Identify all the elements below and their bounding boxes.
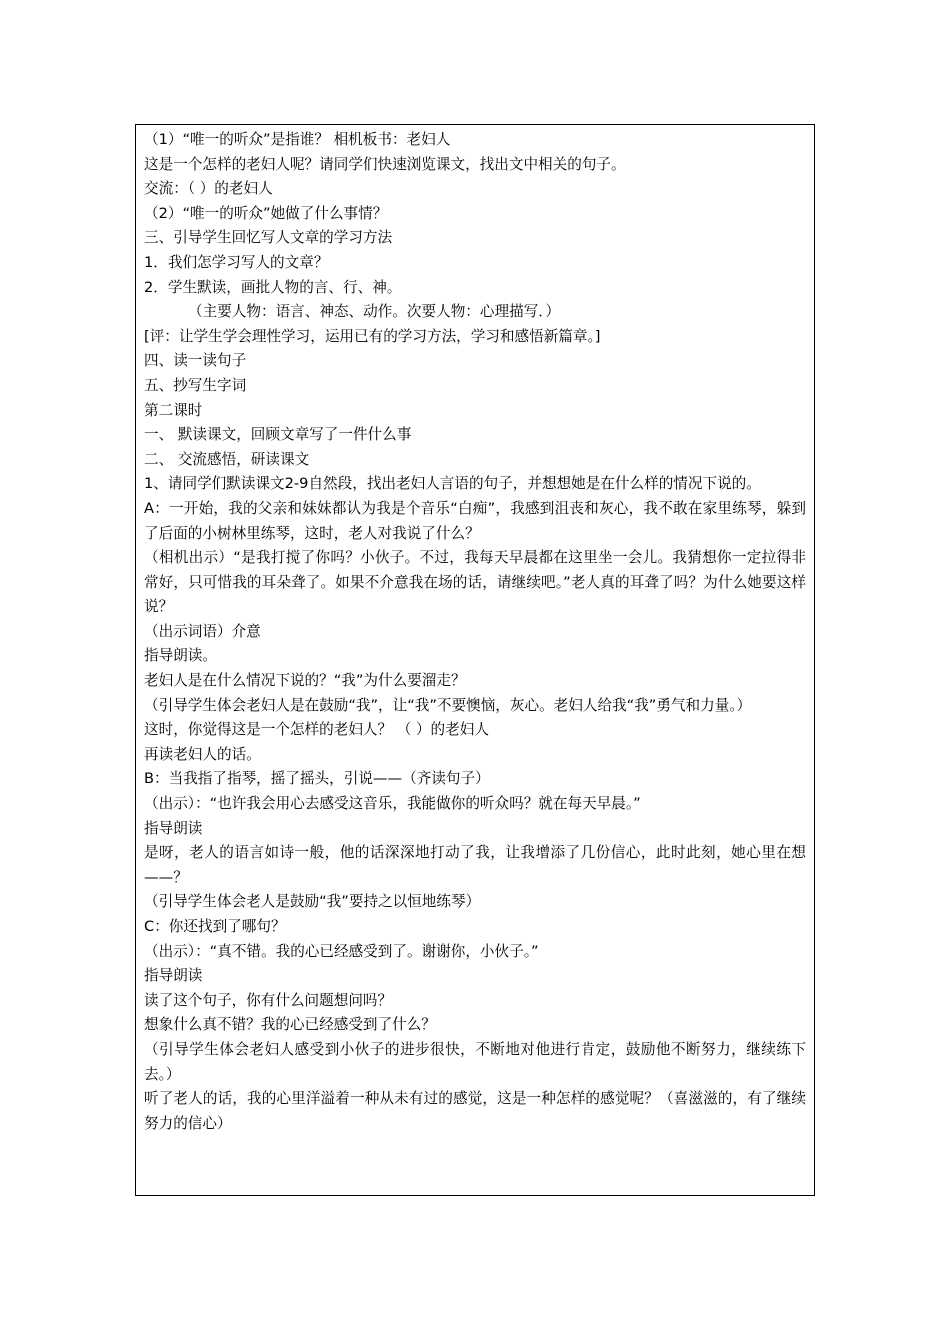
text-line: 这是一个怎样的老妇人呢？请同学们快速浏览课文，找出文中相关的句子。 <box>144 155 626 173</box>
paragraph: 听了老人的话，我的心里洋溢着一种从未有过的感觉，这是一种怎样的感觉呢？（喜滋滋的，有了继续努力的信心） <box>144 1090 806 1132</box>
paragraph: （相机出示）“是我打搅了你吗？小伙子。不过，我每天早晨都在这里坐一会儿。我猜想你一定拉得非常好，只可惜我的耳朵聋了。如果不介意我在场的话，请继续吧。”老人真的耳聋了吗？为什么她要这样说？ <box>144 549 806 616</box>
text-line: （主要人物：语言、神态、动作。次要人物：心理描写．） <box>188 303 561 321</box>
section-heading: 二、 交流感悟，研读课文 <box>144 450 310 468</box>
text-line: 2．学生默读，画批人物的言、行、神。 <box>144 278 402 296</box>
text-line: 老妇人是在什么情况下说的？“我”为什么要溜走？ <box>144 672 466 690</box>
paragraph: 1、请同学们默读课文2-9自然段，找出老妇人言语的句子，并想想她是在什么样的情况下说的。 <box>144 475 761 493</box>
text-line: B：当我指了指琴，摇了摇头，引说——（齐读句子） <box>144 770 490 788</box>
text-line: 指导朗读 <box>144 967 203 985</box>
section-heading: 三、引导学生回忆写人文章的学习方法 <box>144 229 393 247</box>
text-line: （引导学生体会老人是鼓励“我”要持之以恒地练琴） <box>144 893 481 911</box>
paragraph: 是呀，老人的语言如诗一般，他的话深深地打动了我，让我增添了几份信心，此时此刻，她心里在想——？ <box>144 844 806 886</box>
text-line: （2）“唯一的听众”她做了什么事情？ <box>144 204 388 222</box>
text-line: C：你还找到了哪句？ <box>144 918 286 935</box>
text-line: 交流：（ ）的老妇人 <box>144 180 273 198</box>
text-line: 想象什么真不错？我的心已经感受到了什么？ <box>144 1016 436 1034</box>
text-line: 1．我们怎学习写人的文章？ <box>144 253 329 271</box>
text-line: （1）“唯一的听众”是指谁？ 相机板书：老妇人 <box>144 131 451 148</box>
paragraph: （引导学生体会老妇人是在鼓励“我”，让“我”不要懊恼，灰心。老妇人给我“我”勇气和力量。） <box>144 696 752 714</box>
paragraph: A：一开始，我的父亲和妹妹都认为我是个音乐“白痴”，我感到沮丧和灰心，我不敢在家里练琴，躲到了后面的小树林里练琴，这时，老人对我说了什么？ <box>144 499 806 542</box>
text-line: 指导朗读。 <box>144 647 217 665</box>
text-line: 再读老妇人的话。 <box>144 745 261 763</box>
lesson-plan-table-cell <box>135 124 815 1196</box>
section-heading: 四、读一读句子 <box>144 352 247 370</box>
text-line: 读了这个句子，你有什么问题想问吗？ <box>144 991 393 1009</box>
paragraph: （引导学生体会老妇人感受到小伙子的进步很快，不断地对他进行肯定，鼓励他不断努力，继续练下去。） <box>144 1040 806 1083</box>
comment-line: [评：让学生学会理性学习，运用已有的学习方法，学习和感悟新篇章。] <box>144 327 601 345</box>
section-heading: 一、 默读课文，回顾文章写了一件什么事 <box>144 426 412 444</box>
text-line: （出示）：“真不错。我的心已经感受到了。谢谢你，小伙子。” <box>144 942 539 960</box>
lesson-title: 第二课时 <box>144 401 203 419</box>
text-line: （出示词语）介意 <box>144 622 261 640</box>
text-line: （出示）：“也许我会用心去感受这音乐，我能做你的听众吗？就在每天早晨。” <box>144 795 641 813</box>
text-line: 这时，你觉得这是一个怎样的老妇人？ （ ）的老妇人 <box>144 721 489 739</box>
text-line: 指导朗读 <box>144 819 203 837</box>
section-heading: 五、抄写生字词 <box>144 376 247 394</box>
